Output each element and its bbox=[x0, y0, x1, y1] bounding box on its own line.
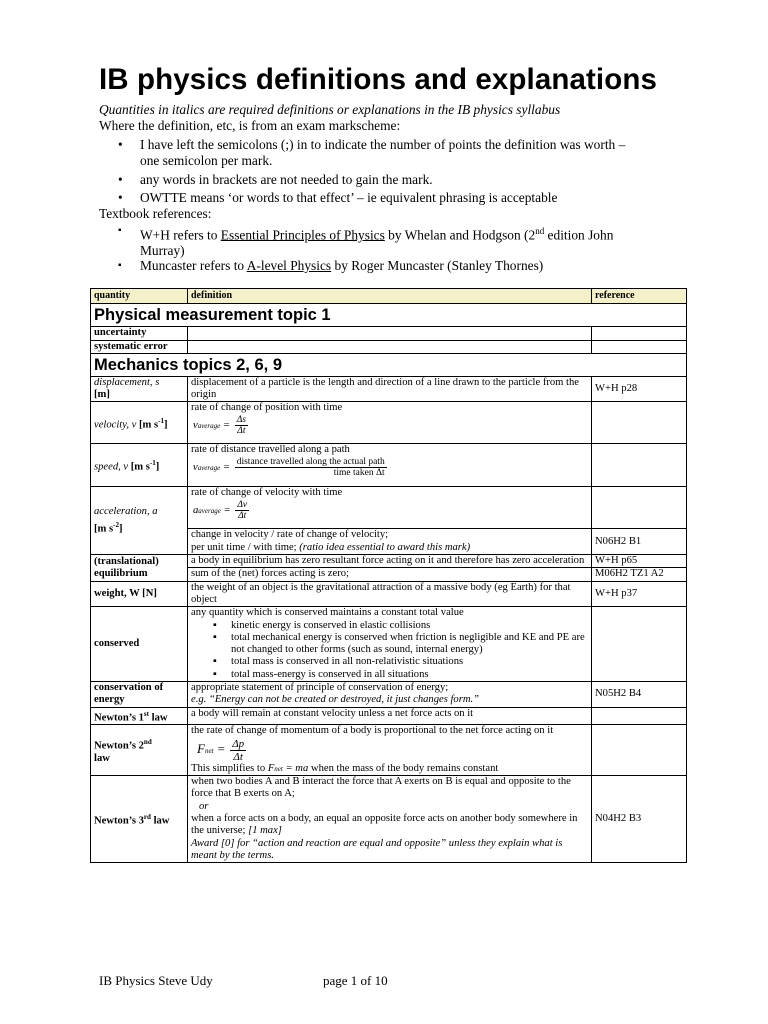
table-row: conserved any quantity which is conserved maintains a constant total value ▪ kinetic energy is conserved in elastic collisions ▪ total mechanical energy is conserved when friction is negligible and KE and PE are not changed to other forms (such as sound, internal energy) ▪ total mass is conserved in all non-relativistic situations ▪ total mass-energy is conserved in all situations bbox=[91, 607, 687, 682]
bullet-ref-muncaster: ▪ Muncaster refers to A-level Physics by Roger Muncaster (Stanley Thornes) bbox=[118, 258, 544, 273]
list-item: ▪ total mechanical energy is conserved when friction is negligible and KE and PE are not changed to other forms (such as sound, internal energy) bbox=[231, 632, 588, 657]
markscheme-lead: Where the definition, etc, is from an exam markscheme: bbox=[99, 118, 401, 133]
table-header-row bbox=[91, 289, 687, 304]
header-quantity: quantity bbox=[91, 289, 188, 304]
header-reference: reference bbox=[592, 289, 687, 304]
table-row: Newton’s 3rd law when two bodies A and B interact the force that A exerts on B is equal and opposite to the force that B exerts on A; or when a force acts on a body, an equal an opposite force acts on another body somewhere in the universe; [1 max] Award [0] for “action and reaction are equal and opposite” unless they explain what is meant by the terms. N04H2 B3 bbox=[91, 776, 687, 863]
table-row: change in velocity / rate of change of velocity; per unit time / with time; (ratio idea essential to award this mark) N06H2 B1 bbox=[91, 529, 687, 555]
section-physical-measurement: Physical measurement topic 1 bbox=[91, 304, 687, 327]
footer-page-number: page 1 of 10 bbox=[323, 973, 388, 988]
header-definition: definition bbox=[188, 289, 592, 304]
bullet-semicolons: • I have left the semicolons (;) in to indicate the number of points the definition was worth – one semicolon per mark. bbox=[118, 137, 626, 168]
table-row: velocity, v [m $s^{-1}$] rate of change of position with time vaverage = $\frac{\Delta s}{\Delta t}$ bbox=[91, 402, 687, 444]
bullet-ref-wh: ▪ W+H refers to Essential Principles of Physics by Whelan and Hodgson (2nd edition John Murray) bbox=[118, 225, 614, 259]
list-item: ▪ total mass is conserved in all non-relativistic situations bbox=[231, 656, 588, 668]
table-row: speed, v [m $s^{-1}$] rate of distance travelled along a path vaverage = $\frac{\text{distance travelled along the actual path}}{\text{time taken Δt}}$ bbox=[91, 444, 687, 487]
definitions-table bbox=[90, 288, 687, 863]
table-row: Newton’s 2nd law the rate of change of momentum of a body is proportional to the net force acting on it Fnet = $\frac{\Delta p}{\Delta t}$ This simplifies to Fnet = ma when the mass of the body remains constant bbox=[91, 725, 687, 776]
italics-note: Quantities in italics are required definitions or explanations in the IB physics syllabus bbox=[99, 102, 561, 117]
footer-left: IB Physics Steve Udy bbox=[99, 973, 213, 988]
list-item: ▪ total mass-energy is conserved in all situations bbox=[231, 669, 588, 681]
table-row: displacement, s [m] displacement of a particle is the length and direction of a line drawn to the particle from the origin W+H p28 bbox=[91, 376, 687, 402]
table-row: (translational) equilibrium a body in equilibrium has zero resultant force acting on it and therefore has zero acceleration W+H p65 bbox=[91, 555, 687, 568]
table-row: Newton’s 1st law a body will remain at constant velocity unless a net force acts on it bbox=[91, 707, 687, 725]
table-row: systematic error bbox=[91, 340, 687, 353]
section-mechanics: Mechanics topics 2, 6, 9 bbox=[91, 353, 687, 376]
table-row: acceleration, a [m $s^{-2}$] rate of change of velocity with time aaverage = $\frac{\Delta v}{\Delta t}$ bbox=[91, 487, 687, 529]
list-item: ▪ kinetic energy is conserved in elastic collisions bbox=[231, 620, 588, 632]
bullet-owtte: • OWTTE means ‘or words to that effect’ – ie equivalent phrasing is acceptable bbox=[118, 190, 558, 205]
textbook-lead: Textbook references: bbox=[99, 206, 212, 221]
table-row: conservation of energy appropriate statement of principle of conservation of energy; e.g. “Energy can not be created or destroyed, it just changes form.” N05H2 B4 bbox=[91, 682, 687, 708]
bullet-brackets: • any words in brackets are not needed to gain the mark. bbox=[118, 172, 433, 187]
table-row: sum of the (net) forces acting is zero; M06H2 TZ1 A2 bbox=[91, 568, 687, 581]
table-row: weight, W [N] the weight of an object is the gravitational attraction of a massive body (eg Earth) for that object W+H p37 bbox=[91, 581, 687, 607]
page-title: IB physics definitions and explanations bbox=[99, 63, 657, 96]
table-row: uncertainty bbox=[91, 327, 687, 340]
